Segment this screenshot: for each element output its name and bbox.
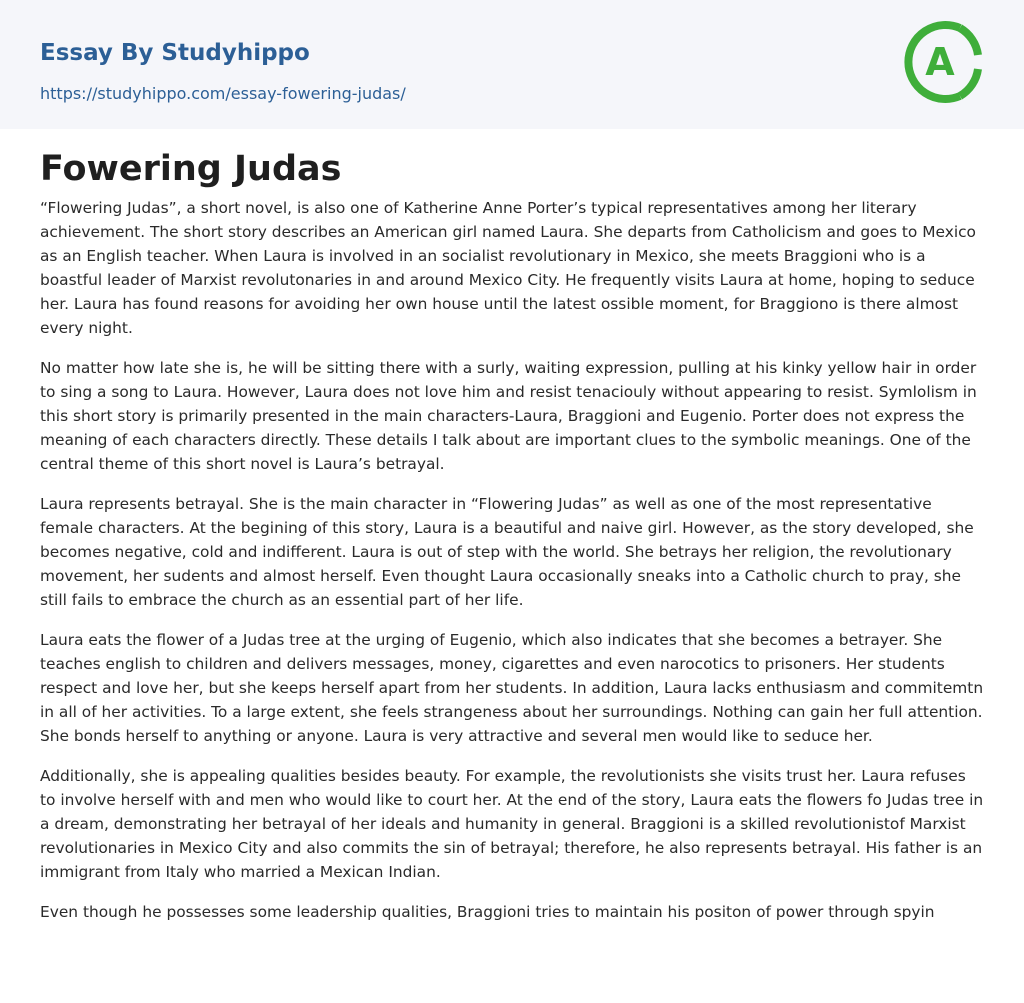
paragraph-4: Laura eats the flower of a Judas tree at the urging of Eugenio, which also indicates that she becomes a betrayer. She teaches english to children and delivers messages, money, cigarettes and even narocotics to prisoners. Her students respect and love her, but she keeps herself apart from her students. In addition, Laura lacks enthusiasm and commitemtn in all of her activities. To a large extent, she feels strangeness about her surroundings. Nothing can gain her full attention. She bonds herself to anything or anyone. Laura is very attractive and several men would like to seduce her. bbox=[40, 631, 984, 745]
paragraph-2: No matter how late she is, he will be sitting there with a surly, waiting expression, pulling at his kinky yellow hair in order to sing a song to Laura. However, Laura does not love him and resist tenaciouly without appearing to resist. Symlolism in this short story is primarily presented in the main characters-Laura, Braggioni and Eugenio. Porter does not express the meaning of each characters directly. These details I talk about are important clues to the symbolic meanings. One of the central theme of this short novel is Laura’s betrayal. bbox=[40, 359, 977, 473]
paragraph-1: “Flowering Judas”, a short novel, is also one of Katherine Anne Porter’s typical representatives among her literary achievement. The short story describes an American girl named Laura. She departs from Catholicism and goes to Mexico as an English teacher. When Laura is involved in an socialist revolutionary in Mexico, she meets Braggioni who is a boastful leader of Marxist revolutonaries in and around Mexico City. He frequently visits Laura at home, hoping to seduce her. Laura has found reasons for avoiding her own house until the latest ossible moment, for Braggiono is there almost every night. bbox=[40, 199, 976, 337]
logo-letter: A bbox=[925, 40, 955, 84]
paragraph-5: Additionally, she is appealing qualities besides beauty. For example, the revolutionists she visits trust her. Laura refuses to involve herself with and men who would like to court her. At the end of the story, Laura eats the flowers fo Judas tree in a dream, demonstrating her betrayal of her ideals and humanity in general. Braggioni is a skilled revolutionistof Marxist revolutionaries in Mexico City and also commits the sin of betrayal; therefore, he also represents betrayal. His father is an immigrant from Italy who married a Mexican Indian. bbox=[40, 767, 984, 881]
essay-url-link[interactable]: https://studyhippo.com/essay-fowering-judas/ bbox=[40, 84, 406, 103]
studyhippo-logo-icon[interactable] bbox=[898, 17, 988, 107]
site-brand[interactable]: Essay By Studyhippo bbox=[40, 40, 310, 66]
article-body bbox=[0, 129, 1024, 924]
paragraph-3: Laura represents betrayal. She is the main character in “Flowering Judas” as well as one of the most representative female characters. At the begining of this story, Laura is a beautiful and naive girl. However, as the story developed, she becomes negative, cold and indifferent. Laura is out of step with the world. She betrays her religion, the revolutionary movement, her sudents and almost herself. Even thought Laura occasionally sneaks into a Catholic church to pray, she still fails to embrace the church as an essential part of her life. bbox=[40, 495, 974, 609]
site-header bbox=[0, 0, 1024, 129]
paragraph-6: Even though he possesses some leadership qualities, Braggioni tries to maintain his positon of power through spyin bbox=[40, 903, 935, 921]
page-title: Fowering Judas bbox=[40, 149, 342, 189]
